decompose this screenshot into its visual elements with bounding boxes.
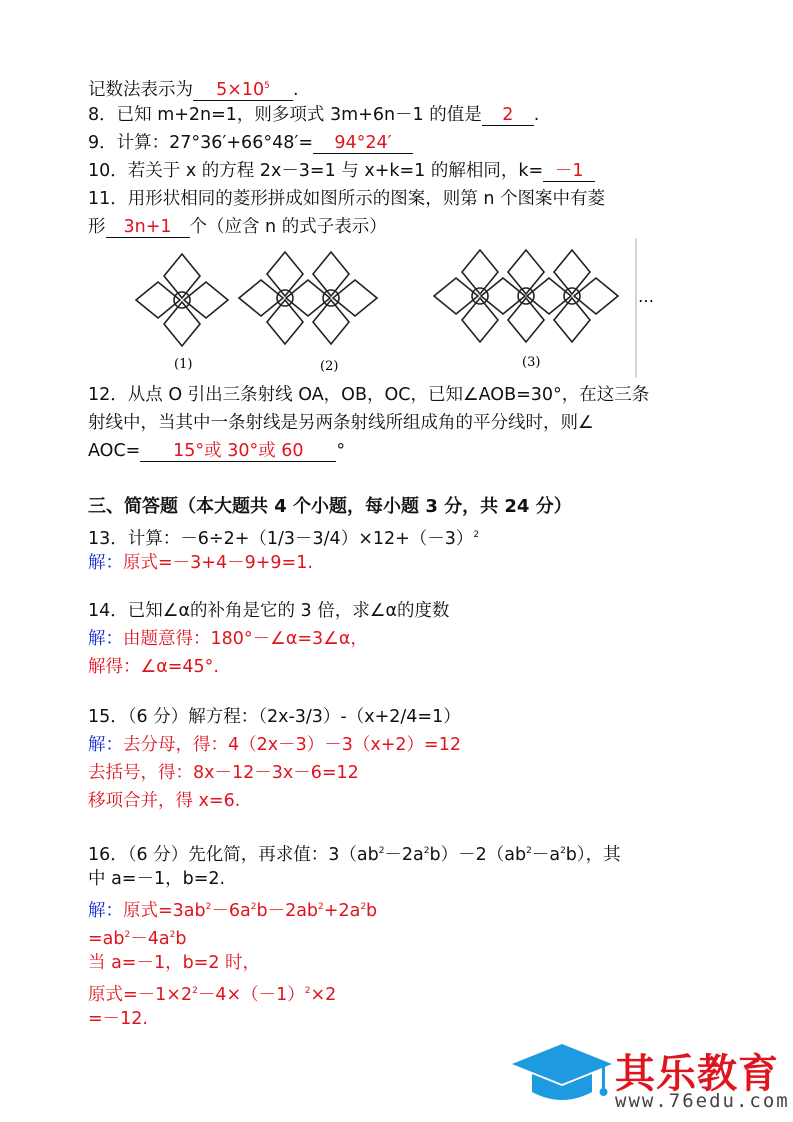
q16-solution-5: =－12. xyxy=(88,1009,148,1029)
q9-answer: 94°24′ xyxy=(313,133,413,154)
q10-line: 10．若关于 x 的方程 2x－3=1 与 x+k=1 的解相同，k= －1 xyxy=(88,160,595,182)
pattern-3 xyxy=(434,250,618,342)
rhombus-pattern-figure xyxy=(130,238,660,378)
graduation-cap-icon xyxy=(508,1040,616,1110)
q7-line: 记数法表示为 $5\times 10^5$ . xyxy=(88,76,299,101)
q11-line1: 11．用形状相同的菱形拼成如图所示的图案，则第 n 个图案中有菱 xyxy=(88,189,605,209)
q8-answer: 2 xyxy=(482,105,534,126)
q15-question: 15．（6 分）解方程：（2x-3/3）-（x+2/4=1） xyxy=(88,707,461,727)
q12-answer: 15°或 30°或 60 xyxy=(140,441,336,462)
brand-name: 其乐教育 xyxy=(615,1051,779,1097)
q13-question: 13．计算：$-6\div 2+(1/3-3/4)\times 12+(-3)^2$ xyxy=(88,529,480,549)
q16-solution-1: 解：原式$=3ab^2-6a^2b-2ab^2+2a^2b$ xyxy=(88,901,378,921)
q15-solution-3: 移项合并，得 x=6. xyxy=(88,791,241,811)
q10-answer: －1 xyxy=(543,161,595,182)
q12-line3: AOC= 15°或 30°或 60 ° xyxy=(88,441,346,461)
q13-solution: 解：原式=－3+4－9+9=1. xyxy=(88,553,313,573)
q16-question-1: 16．（6 分）先化简，再求值：$3(ab^2-2a^2b)-2(ab^2-a^2b)$，其 xyxy=(88,845,621,865)
q16-solution-2: $=ab^2-4a^2b$ xyxy=(88,929,187,949)
q15-solution-1: 解：去分母，得：4（2x－3）－3（x+2）=12 xyxy=(88,735,461,755)
q11-line2: 形 3n+1 个（应含 n 的式子表示） xyxy=(88,217,387,237)
q16-question-2: 中 a=－1，b=2. xyxy=(88,869,226,889)
pattern-2 xyxy=(239,252,377,344)
q14-solution-1: 解：由题意得：180°－∠α=3∠α， xyxy=(88,629,368,649)
q12-line1: 12．从点 O 引出三条射线 OA，OB，OC，已知∠AOB=30°，在这三条 xyxy=(88,385,650,405)
q9-line: 9．计算：27°36′+66°48′= 94°24′ xyxy=(88,132,413,154)
pattern-1 xyxy=(136,254,228,346)
q14-solution-2: 解得：∠α=45°. xyxy=(88,657,219,677)
brand-url: www.76edu.com xyxy=(615,1090,790,1112)
caption-2: (2) xyxy=(320,359,339,374)
section-title: 三、简答题（本大题共 4 个小题，每小题 3 分，共 24 分） xyxy=(88,496,572,517)
q11-answer: 3n+1 xyxy=(106,217,190,238)
q8-line: 8．已知 m+2n=1，则多项式 3m+6n－1 的值是 2 . xyxy=(88,105,540,125)
q16-solution-3: 当 a=－1，b=2 时， xyxy=(88,953,261,973)
caption-1: (1) xyxy=(174,357,193,372)
caption-3: (3) xyxy=(522,355,541,370)
q16-solution-4: 原式$=-1\times 2^2-4\times(-1)^2\times 2$ xyxy=(88,985,337,1005)
q12-line2: 射线中，当其中一条射线是另两条射线所组成角的平分线时，则∠ xyxy=(88,413,594,433)
q7-answer: $5\times 10^5$ xyxy=(193,76,293,101)
figure-ellipsis: … xyxy=(638,287,654,306)
q14-question: 14．已知∠α的补角是它的 3 倍，求∠α的度数 xyxy=(88,601,450,621)
q15-solution-2: 去括号，得：8x－12－3x－6=12 xyxy=(88,763,359,783)
